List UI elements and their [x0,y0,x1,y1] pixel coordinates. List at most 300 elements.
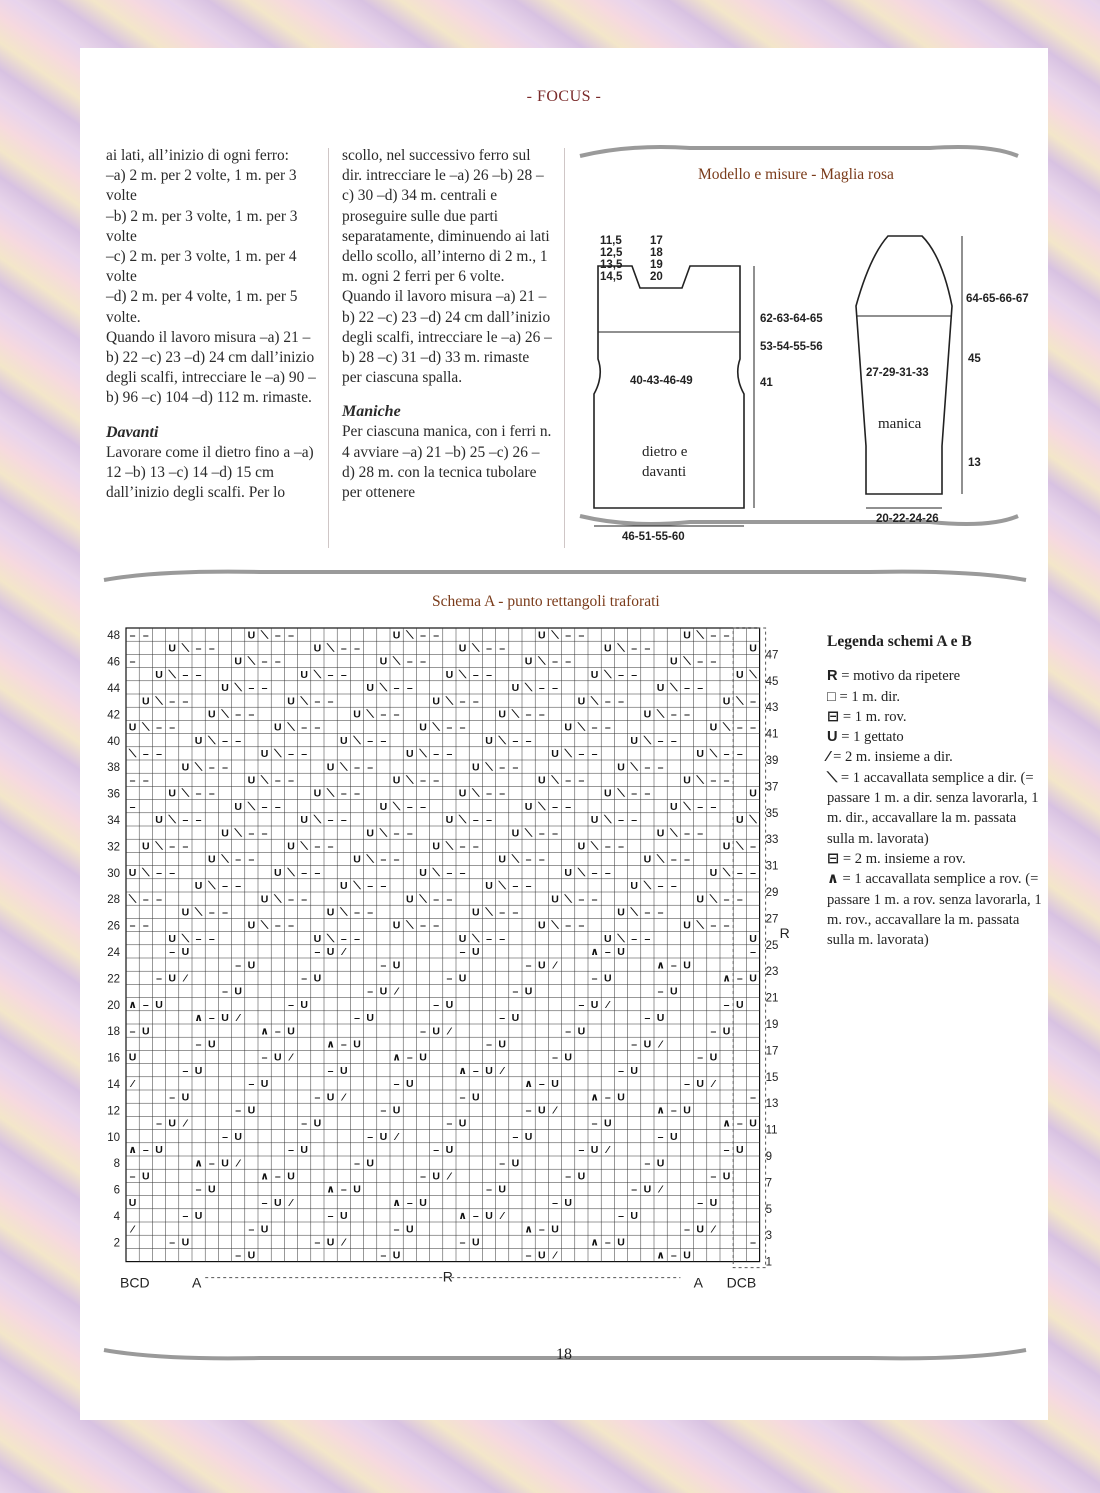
stitch-glyph: ⟍ [155,695,163,708]
stitch-glyph: U [128,721,137,734]
stitch-glyph: ⟍ [406,629,414,642]
stitch-glyph: U [696,1223,704,1236]
skp-icon: ⟍ [827,769,838,786]
stitch-glyph: – [578,774,585,787]
stitch-glyph: U [670,985,678,998]
paragraph: –b) 2 m. per 3 volte, 1 m. per 3 volte [106,207,298,245]
stitch-glyph: – [288,774,294,787]
stitch-glyph: U [683,629,691,642]
stitch-glyph: ⟍ [458,668,467,681]
stitch-glyph: – [288,893,294,906]
stitch-glyph: – [684,682,690,695]
stitch-glyph: – [525,734,532,747]
stitch-glyph: U [432,695,440,708]
stitch-glyph: ∧ [590,1091,599,1104]
stitch-glyph: U [155,998,163,1011]
stitch-glyph: U [194,1064,203,1077]
stitch-glyph: U [604,787,612,800]
stitch-glyph: U [458,972,467,985]
stitch-glyph: – [631,1038,638,1051]
stitch-glyph: ⟍ [511,853,520,866]
stitch-glyph: U [142,840,150,853]
stitch-glyph: ⟍ [392,800,401,813]
stitch-glyph: ⟍ [656,853,665,866]
stitch-glyph: – [565,800,572,813]
stitch-glyph: ⟍ [524,827,533,840]
stitch-glyph: ⟍ [234,682,242,695]
stitch-glyph: ⟍ [300,695,308,708]
stitch-glyph: – [314,721,321,734]
knitting-chart [100,628,820,1348]
stitch-glyph: U [458,642,467,655]
stitch-glyph: – [301,893,308,906]
stitch-glyph: – [142,893,149,906]
stitch-glyph: – [222,761,228,774]
stitch-glyph: U [142,1025,150,1038]
stitch-glyph: U [353,1183,361,1196]
stitch-glyph: ⟍ [485,761,493,774]
stitch-glyph: – [710,655,717,668]
stitch-glyph: – [750,721,756,734]
body-label-line-2: davanti [642,464,687,480]
stitch-glyph: U [181,906,190,919]
stitch-glyph: U [313,932,322,945]
stitch-glyph: – [380,959,387,972]
stitch-glyph: – [248,827,255,840]
stitch-glyph: – [420,800,426,813]
stitch-glyph: ⁄ [554,1249,556,1262]
legend [827,632,1047,950]
stitch-glyph: U [524,800,533,813]
row-number-right: 25 [765,939,779,952]
stitch-glyph: U [274,1196,282,1209]
stitch-glyph: – [367,1130,374,1143]
row-number-right: 13 [765,1098,779,1111]
stitch-glyph: – [208,642,215,655]
stitch-glyph: – [208,906,215,919]
stitch-glyph: U [353,853,361,866]
bottom-label-a-right: A [693,1274,703,1291]
stitch-glyph: U [313,1117,322,1130]
stitch-glyph: – [446,893,453,906]
stitch-glyph: – [314,866,321,879]
stitch-glyph: U [617,761,625,774]
stitch-glyph: ∧ [392,1051,401,1064]
stitch-glyph: ⁄ [342,1236,345,1249]
sleeve-label: manica [878,416,922,432]
stitch-glyph: – [129,1025,136,1038]
row-number-right: 31 [765,860,779,873]
stitch-glyph: – [723,748,730,761]
stitch-glyph: U [181,1091,190,1104]
stitch-glyph: U [485,1064,493,1077]
stitch-glyph: ⁄ [448,1025,451,1038]
stitch-glyph: – [750,946,756,959]
stitch-glyph: U [221,1157,229,1170]
stitch-glyph: U [445,998,454,1011]
stitch-glyph: U [498,1183,506,1196]
stitch-glyph: ⟍ [142,866,150,879]
stitch-glyph: – [670,734,677,747]
stitch-glyph: ⟍ [419,748,427,761]
stitch-glyph: – [552,827,558,840]
stitch-glyph: – [644,787,651,800]
stitch-glyph: ⟍ [247,800,256,813]
stitch-glyph: ⟍ [564,893,572,906]
stitch-glyph: – [604,1091,611,1104]
stitch-glyph: ⟍ [392,655,401,668]
stitch-glyph: – [684,853,690,866]
stitch-glyph: ⟍ [406,919,414,932]
stitch-glyph: U [366,682,374,695]
stitch-glyph: ⟍ [458,814,467,827]
stitch-glyph: – [697,1196,704,1209]
stitch-glyph: – [525,853,532,866]
stitch-glyph: U [300,998,308,1011]
stitch-glyph: – [433,919,440,932]
stitch-glyph: – [420,629,426,642]
stitch-glyph: ⁄ [448,1170,451,1183]
stitch-glyph: U [590,998,599,1011]
stitch-glyph: – [525,880,532,893]
legend-item: ∧ = 1 accavallata semplice a rov. (= passare 1 m. a rov. senza lavorarla, 1 m. rov., accavallare la m. passata sulla m. lavorata) [827,871,1042,949]
stitch-glyph: – [736,1117,743,1130]
stitch-glyph: – [578,629,585,642]
stitch-glyph: U [524,1130,533,1143]
stitch-glyph: ∧ [260,1025,269,1038]
stitch-glyph: – [248,853,255,866]
row-number-right: 11 [765,1124,778,1137]
legend-item: □ = 1 m. dir. [827,688,901,705]
stitch-glyph: – [340,814,347,827]
stitch-glyph: U [406,1078,414,1091]
k2tog-icon: ⁄ [827,749,830,766]
stitch-glyph: – [618,695,624,708]
stitch-glyph: – [736,866,743,879]
row-number-right: 45 [765,675,779,688]
stitch-glyph: – [538,1223,545,1236]
stitch-glyph: – [129,629,136,642]
stitch-glyph: U [709,1051,718,1064]
stitch-glyph: – [604,721,611,734]
stitch-glyph: U [590,1144,599,1157]
stitch-glyph: U [181,1236,190,1249]
stitch-glyph: – [208,1157,215,1170]
stitch-glyph: – [604,866,611,879]
stitch-glyph: U [617,906,625,919]
stitch-glyph: – [274,655,281,668]
stitch-glyph: U [445,668,454,681]
row-number-left: 28 [107,894,120,907]
stitch-glyph: U [511,827,520,840]
stitch-glyph: ⟍ [696,919,704,932]
stitch-glyph: ⁄ [290,1196,292,1209]
stitch-glyph: U [168,932,176,945]
row-number-right: 5 [765,1203,773,1216]
stitch-glyph: U [234,985,242,998]
stitch-glyph: ⟍ [485,906,493,919]
stitch-glyph: ⟍ [445,840,454,853]
stitch-glyph: – [459,695,466,708]
stitch-glyph: U [683,1249,691,1262]
stitch-glyph: U [538,1249,546,1262]
stitch-glyph: U [577,1025,586,1038]
row-number-left: 6 [113,1184,120,1197]
stitch-glyph: – [538,708,545,721]
stitch-glyph: U [472,761,480,774]
stitch-glyph: U [313,787,322,800]
stitch-glyph: U [749,972,757,985]
stitch-glyph: U [643,708,652,721]
row-number-left: 40 [107,735,120,748]
sleeve-top: 64-65-66-67 [966,293,1029,305]
stitch-glyph: – [380,734,387,747]
stitch-glyph: ⟍ [498,880,506,893]
stitch-glyph: U [432,1170,440,1183]
stitch-glyph: U [247,1104,256,1117]
legend-item: ⊟ = 1 m. rov. [827,708,907,725]
paragraph: –a) 2 m. per 2 volte, 1 m. per 3 volte [106,167,297,205]
stitch-glyph: ⟍ [538,800,546,813]
stitch-glyph: – [406,655,413,668]
stitch-glyph: U [749,1117,757,1130]
stitch-glyph: – [327,840,334,853]
stitch-glyph: – [327,668,334,681]
stitch-glyph: – [604,1236,611,1249]
stitch-glyph: – [235,853,242,866]
stitch-glyph: ⟍ [643,880,652,893]
stitch-glyph: U [643,1183,652,1196]
stitch-glyph: – [340,932,347,945]
stitch-glyph: – [169,866,176,879]
stitch-glyph: – [301,1117,308,1130]
decorative-rule [580,516,1018,524]
stitch-glyph: – [354,787,360,800]
neck-dim-right-2: 18 [650,247,663,259]
stitch-glyph: U [472,1091,480,1104]
stitch-glyph: U [630,734,638,747]
stitch-glyph: U [260,1078,269,1091]
stitch-glyph: – [750,695,756,708]
stitch-glyph: – [142,774,149,787]
stitch-glyph: ⁄ [395,1130,398,1143]
stitch-glyph: – [248,708,255,721]
stitch-glyph: – [208,761,215,774]
stitch-glyph: – [499,787,506,800]
stitch-glyph: – [512,1130,519,1143]
stitch-glyph: – [354,1012,360,1025]
paragraph: Lavorare come il dietro fino a –a) 12 –b) 13 –c) 14 –d) 15 cm dall’inizio degli scalfi. Per lo [106,443,314,502]
stitch-glyph: U [247,629,256,642]
stitch-glyph: – [472,814,479,827]
stitch-glyph: – [301,866,308,879]
stitch-glyph: U [366,1157,374,1170]
stitch-glyph: – [182,1210,189,1223]
stitch-glyph: – [591,893,598,906]
stitch-glyph: – [142,1144,149,1157]
stitch-glyph: – [750,840,756,853]
page [80,48,1048,1420]
row-number-left: 2 [113,1237,120,1250]
stitch-glyph: – [380,1249,387,1262]
stitch-glyph: U [604,932,612,945]
stitch-glyph: ⟍ [142,721,150,734]
stitch-glyph: – [525,708,532,721]
stitch-glyph: ⟍ [722,721,731,734]
stitch-glyph: U [406,748,414,761]
stitch-glyph: ⟍ [260,919,269,932]
neck-dim-left-1: 11,5 [600,235,622,247]
stitch-glyph: U [260,748,269,761]
stitch-glyph: ⟍ [604,668,612,681]
stitch-glyph: – [327,1210,334,1223]
stitch-glyph: U [670,800,678,813]
row-number-right: 7 [765,1177,773,1190]
stitch-glyph: – [486,932,492,945]
stitch-glyph: – [657,906,664,919]
stitch-glyph: ⟍ [683,800,691,813]
stitch-glyph: ⟍ [590,695,599,708]
stitch-glyph: – [261,682,268,695]
stitch-glyph: ⟍ [313,814,322,827]
stitch-glyph: – [631,787,638,800]
stitch-glyph: – [644,906,651,919]
stitch-glyph: – [208,1012,215,1025]
stitch-glyph: – [472,695,479,708]
stitch-glyph: U [722,695,731,708]
stitch-glyph: – [631,642,638,655]
stitch-glyph: ⟍ [432,721,440,734]
stitch-glyph: – [393,708,400,721]
stitch-glyph: – [420,774,426,787]
stitch-glyph: ⟍ [419,893,427,906]
stitch-glyph: ⟍ [379,682,388,695]
stitch-glyph: – [235,708,242,721]
stitch-glyph: – [499,1157,506,1170]
stitch-glyph: – [235,734,242,747]
stitch-glyph: ⟍ [326,932,335,945]
stitch-glyph: U [736,998,744,1011]
stitch-glyph: U [181,946,190,959]
stitch-glyph: U [524,985,533,998]
stitch-glyph: U [432,840,440,853]
body-height-armhole: 53-54-55-56 [760,341,823,353]
stitch-glyph: – [697,1051,704,1064]
stitch-glyph: U [392,959,401,972]
stitch-glyph: ⁄ [184,1117,187,1130]
stitch-glyph: – [380,708,387,721]
paragraph: Quando il lavoro misura –a) 21 –b) 22 –c) 23 –d) 24 cm dall’inizio degli scalfi, intrecciare le –a) 90 –b) 96 –c) 104 –d) 112 m. rimaste. [106,328,316,407]
stitch-glyph: U [234,655,242,668]
stitch-glyph: – [499,1012,506,1025]
stitch-glyph: U [419,1051,427,1064]
stitch-glyph: U [221,682,229,695]
stitch-glyph: – [670,1104,677,1117]
stitch-glyph: ⟍ [300,840,308,853]
stitch-glyph: U [722,840,731,853]
stitch-glyph: – [406,682,413,695]
stitch-glyph: ⟍ [511,708,520,721]
stitch-glyph: – [314,1236,321,1249]
stitch-glyph: – [723,998,730,1011]
repeat-symbol-icon: R [827,668,838,685]
stitch-glyph: – [129,800,136,813]
stitch-glyph: U [485,880,493,893]
stitch-glyph: – [380,853,387,866]
stitch-glyph: U [709,1196,718,1209]
stitch-glyph: ⟍ [617,642,625,655]
stitch-glyph: ⟍ [208,880,216,893]
stitch-glyph: – [261,1196,268,1209]
stitch-glyph: ∧ [128,998,137,1011]
bottom-label-dcb: DCB [726,1274,757,1291]
stitch-glyph: ⟍ [313,668,322,681]
stitch-glyph: ∧ [524,1078,533,1091]
stitch-glyph: ⟍ [168,814,176,827]
stitch-glyph: – [750,866,756,879]
stitch-glyph: – [340,787,347,800]
stitch-glyph: ⟍ [326,642,335,655]
row-number-right: 17 [765,1045,779,1058]
stitch-glyph: – [486,814,492,827]
stitch-glyph: – [565,629,572,642]
stitch-glyph: U [326,946,335,959]
stitch-glyph: U [379,985,388,998]
stitch-glyph: – [736,893,743,906]
legend-item: U = 1 gettato [827,729,904,746]
stitch-glyph: U [155,1144,163,1157]
stitch-glyph: – [710,774,717,787]
stitch-glyph: ⁄ [606,1144,609,1157]
stitch-glyph: U [564,1051,572,1064]
stitch-glyph: U [142,695,150,708]
stitch-glyph: – [657,734,664,747]
stitch-glyph: – [235,880,242,893]
side-label-r: R [779,925,790,942]
stitch-glyph: – [723,893,730,906]
stitch-glyph: U [485,1210,493,1223]
stitch-glyph: – [736,748,743,761]
stitch-glyph: – [261,655,268,668]
stitch-glyph: U [656,1012,665,1025]
sleeve-upper: 45 [968,353,981,365]
stitch-glyph: U [194,880,203,893]
stitch-glyph: – [354,1157,360,1170]
stitch-glyph: ⁄ [606,998,609,1011]
stitch-glyph: U [564,1196,572,1209]
stitch-glyph: U [604,642,612,655]
stitch-glyph: – [367,880,374,893]
row-number-left: 44 [107,683,120,696]
stitch-glyph: U [577,695,586,708]
stitch-glyph: ⟍ [696,629,704,642]
stitch-glyph: – [459,1236,466,1249]
knit-square-icon: □ [827,688,836,705]
stitch-glyph: U [247,919,256,932]
stitch-glyph: – [142,919,149,932]
row-number-right: 39 [765,755,779,768]
stitch-glyph: ⟍ [617,787,625,800]
stitch-glyph: ⟍ [564,748,572,761]
stitch-glyph: U [406,893,414,906]
stitch-glyph: U [247,1249,256,1262]
body-width-bottom: 46-51-55-60 [622,531,685,543]
stitch-glyph: – [723,629,730,642]
stitch-glyph: – [433,774,440,787]
stitch-glyph: – [169,840,176,853]
stitch-glyph: – [512,761,519,774]
stitch-glyph: – [274,1025,281,1038]
